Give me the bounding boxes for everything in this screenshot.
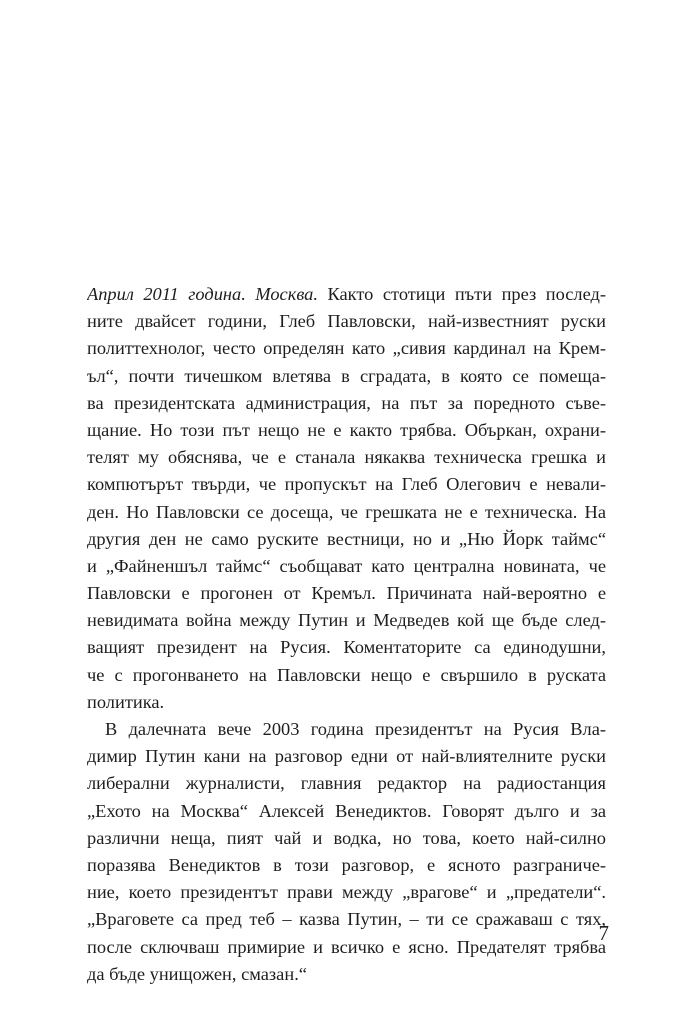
text-line: невидимата война между Путин и Медведев кой ще бъде след-	[87, 610, 606, 631]
text-line: ните двайсет години, Глеб Павловски, най-известният руски	[87, 311, 606, 332]
text-line: либерални журналисти, главния редактор на радиостанция	[87, 773, 606, 794]
paragraph-1	[87, 281, 606, 716]
text-line: политика.	[87, 691, 165, 712]
page-number: 7	[598, 921, 609, 945]
text-line: различни неща, пият чай и водка, но това, което най-силно	[87, 827, 606, 848]
line-text: Както стотици пъти през послед-	[317, 284, 606, 304]
text-line: после сключваш примирие и всичко е ясно. Предателят трябва	[87, 936, 606, 957]
text-line: политтехнолог, често определян като „сивия кардинал на Крем-	[87, 338, 606, 359]
paragraph-2	[87, 716, 606, 988]
text-line: другия ден не само руските вестници, но и „Ню Йорк таймс“	[87, 528, 606, 549]
dateline-text: Април 2011 година. Москва.	[87, 284, 318, 304]
text-line: Павловски е прогонен от Кремъл. Причината най-вероятно е	[87, 583, 606, 604]
text-line: „Ехото на Москва“ Алексей Венедиктов. Говорят дълго и за	[87, 800, 606, 821]
text-line: димир Путин кани на разговор едни от най-влиятелните руски	[87, 746, 606, 767]
text-line: В далечната вече 2003 година президентът на Русия Вла-	[105, 719, 606, 739]
text-line: че с прогонването на Павловски нещо е свършило в руската	[87, 664, 606, 685]
text-line: поразява Венедиктов в този разговор, е ясното разграниче-	[87, 854, 606, 875]
text-line: ва президентската администрация, на път за поредното съве-	[87, 392, 606, 413]
text-line: и „Файненшъл таймс“ съобщават като централна новината, че	[87, 555, 606, 576]
body-text	[87, 281, 606, 988]
text-line: компютърът твърди, че пропускът на Глеб Олегович е невали-	[87, 474, 606, 495]
text-line: да бъде унищожен, смазан.“	[87, 963, 307, 984]
text-line: щание. Но този път нещо не е както трябва. Объркан, охрани-	[87, 419, 606, 440]
text-line: ъл“, почти тичешком влетява в сградата, в която се помеща-	[87, 365, 606, 386]
text-line: ващият президент на Русия. Коментаторите са единодушни,	[87, 637, 606, 658]
text-line: „Враговете са пред теб – казва Путин, – ти се сражаваш с тях,	[87, 909, 606, 930]
text-line: ден. Но Павловски се досеща, че грешката не е техническа. На	[87, 501, 606, 522]
text-line: телят му обяснява, че е станала някаква техническа грешка и	[87, 447, 606, 468]
text-line	[87, 281, 606, 308]
text-line: ние, което президентът прави между „врагове“ и „предатели“.	[87, 882, 606, 903]
